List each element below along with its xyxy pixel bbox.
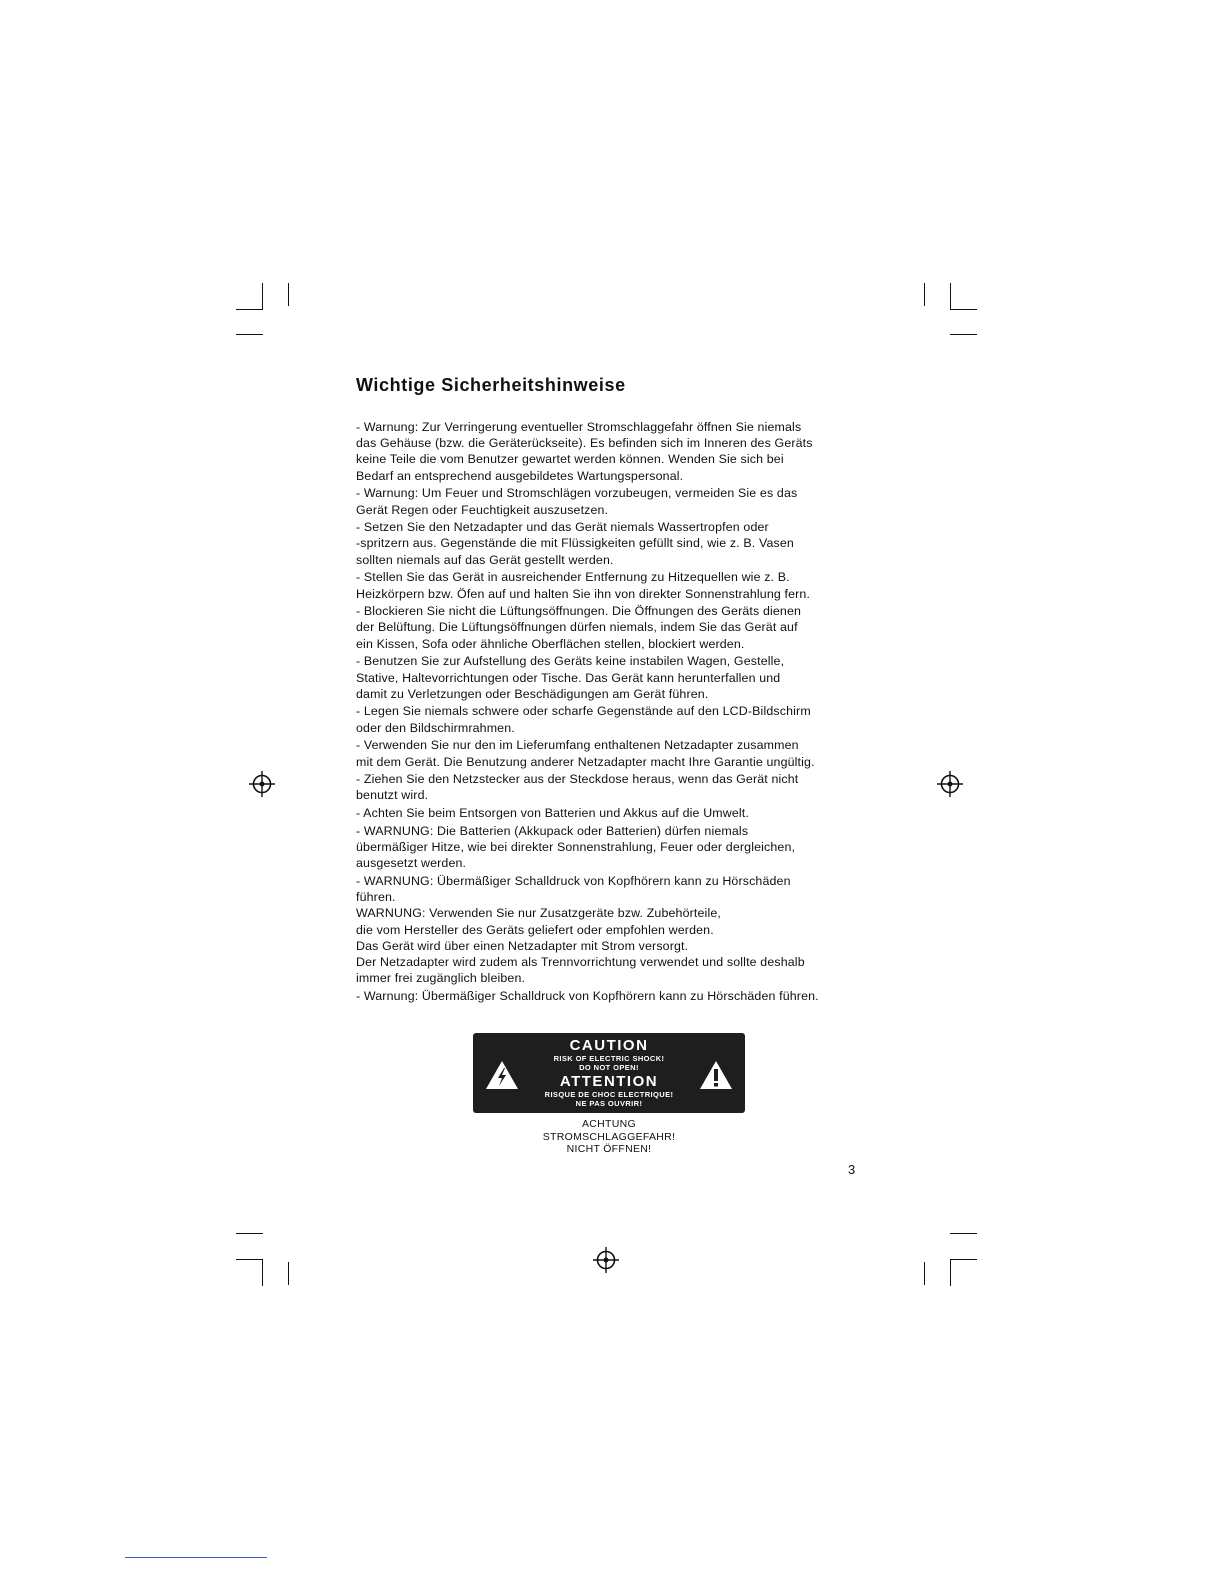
- text-line: oder den Bildschirmrahmen.: [356, 720, 515, 735]
- safety-paragraph: [356, 485, 886, 517]
- crop-mark-top-right-horizontal: [950, 309, 977, 310]
- safety-instructions: [356, 419, 886, 1006]
- text-line: keine Teile die vom Benutzer gewartet werden können. Wenden Sie sich bei: [356, 452, 784, 467]
- text-line: ein Kissen, Sofa oder ähnliche Oberflächen stellen, blockiert werden.: [356, 636, 745, 651]
- crop-mark-top-right-bleed: [924, 283, 925, 306]
- safety-paragraph: [356, 771, 886, 803]
- crop-mark-bottom-right-bleed: [924, 1262, 925, 1285]
- text-line: das Gehäuse (bzw. die Geräterückseite). Es befinden sich im Inneren des Geräts: [356, 436, 813, 451]
- text-line: Bedarf an entsprechend ausgebildetes Wartungspersonal.: [356, 468, 684, 483]
- crop-mark-bottom-left-bleed-h: [236, 1233, 263, 1234]
- crop-mark-top-left-horizontal: [236, 309, 263, 310]
- text-line: Heizkörpern bzw. Öfen auf und halten Sie ihn von direkter Sonnenstrahlung fern.: [356, 586, 811, 601]
- text-line: übermäßiger Hitze, wie bei direkter Sonnenstrahlung, Feuer oder dergleichen,: [356, 840, 796, 855]
- safety-paragraph: [356, 873, 886, 986]
- lightning-warning-icon: [485, 1060, 519, 1090]
- safety-paragraph: [356, 737, 886, 769]
- crop-mark-top-right-bleed-h: [950, 334, 977, 335]
- text-line: - Legen Sie niemals schwere oder scharfe Gegenstände auf den LCD-Bildschirm: [356, 704, 811, 719]
- text-line: ausgesetzt werden.: [356, 856, 467, 871]
- exclamation-warning-icon: [699, 1060, 733, 1090]
- text-line: - Warnung: Um Feuer und Stromschlägen vorzubeugen, vermeiden Sie es das: [356, 486, 798, 501]
- text-line: - Blockieren Sie nicht die Lüftungsöffnungen. Die Öffnungen des Geräts dienen: [356, 604, 802, 619]
- footer-rule: [125, 1557, 267, 1558]
- safety-paragraph: [356, 603, 886, 652]
- safety-paragraph: [356, 703, 886, 735]
- text-line: Gerät Regen oder Feuchtigkeit auszusetzen.: [356, 502, 609, 517]
- achtung-line: STROMSCHLAGGEFAHR!: [542, 1130, 676, 1143]
- registration-mark-right-icon: [936, 770, 964, 798]
- crop-mark-top-left-bleed: [288, 283, 289, 306]
- crop-mark-top-left-vertical: [262, 283, 263, 310]
- crop-mark-bottom-left-horizontal: [236, 1259, 263, 1260]
- text-line: - Ziehen Sie den Netzstecker aus der Steckdose heraus, wenn das Gerät nicht: [356, 772, 799, 787]
- safety-paragraph: [356, 988, 886, 1004]
- text-line: Der Netzadapter wird zudem als Trennvorrichtung verwendet und sollte deshalb: [356, 955, 805, 969]
- attention-heading: ATTENTION: [559, 1073, 659, 1090]
- crop-mark-bottom-right-horizontal: [950, 1259, 977, 1260]
- text-line: immer frei zugänglich bleiben.: [356, 971, 526, 986]
- crop-mark-bottom-right-bleed-h: [950, 1233, 977, 1234]
- attention-subtext-line: NE PAS OUVRIR!: [575, 1099, 643, 1108]
- text-line: die vom Hersteller des Geräts geliefert oder empfohlen werden.: [356, 922, 714, 937]
- safety-paragraph: [356, 519, 886, 568]
- registration-mark-bottom-icon: [592, 1246, 620, 1274]
- text-line: - Benutzen Sie zur Aufstellung des Geräts keine instabilen Wagen, Gestelle,: [356, 654, 785, 669]
- text-line: führen.: [356, 890, 396, 905]
- achtung-caption: [473, 1118, 745, 1156]
- crop-mark-top-right-vertical: [950, 283, 951, 310]
- page-title: Wichtige Sicherheitshinweise: [356, 375, 626, 395]
- text-line: - Setzen Sie den Netzadapter und das Gerät niemals Wassertropfen oder: [356, 520, 769, 535]
- crop-mark-top-left-bleed-h: [236, 334, 263, 335]
- achtung-line: NICHT ÖFFNEN!: [566, 1143, 652, 1155]
- text-line: - Warnung: Zur Verringerung eventueller Stromschlaggefahr öffnen Sie niemals: [356, 420, 802, 434]
- page-number: 3: [848, 1162, 856, 1177]
- text-line: sollten niemals auf das Gerät gestellt werden.: [356, 552, 614, 567]
- achtung-line: ACHTUNG: [581, 1118, 636, 1130]
- caution-subtext-line: RISK OF ELECTRIC SHOCK!: [553, 1054, 665, 1063]
- text-line: - Stellen Sie das Gerät in ausreichender Entfernung zu Hitzequellen wie z. B.: [356, 570, 790, 585]
- text-line: Stative, Haltevorrichtungen oder Tische. Das Gerät kann herunterfallen und: [356, 670, 781, 685]
- safety-paragraph: [356, 823, 886, 872]
- caution-heading: CAUTION: [569, 1037, 649, 1054]
- registration-mark-left-icon: [248, 770, 276, 798]
- crop-mark-bottom-left-bleed: [288, 1262, 289, 1285]
- text-line: - WARNUNG: Übermäßiger Schalldruck von Kopfhörern kann zu Hörschäden: [356, 873, 791, 888]
- text-line: - WARNUNG: Die Batterien (Akkupack oder Batterien) dürfen niemals: [356, 823, 749, 838]
- text-line: - Achten Sie beim Entsorgen von Batterien und Akkus auf die Umwelt.: [356, 806, 749, 821]
- text-line: der Belüftung. Die Lüftungsöffnungen dürfen niemals, indem Sie das Gerät auf: [356, 620, 798, 635]
- text-line: damit zu Verletzungen oder Beschädigungen am Gerät führen.: [356, 686, 709, 701]
- safety-paragraph: [356, 419, 886, 484]
- text-line: WARNUNG: Verwenden Sie nur Zusatzgeräte bzw. Zubehörteile,: [356, 906, 721, 921]
- text-line: benutzt wird.: [356, 788, 429, 803]
- text-line: Das Gerät wird über einen Netzadapter mit Strom versorgt.: [356, 938, 689, 953]
- safety-paragraph: [356, 805, 886, 821]
- caution-label: [473, 1033, 745, 1113]
- text-line: - Warnung: Übermäßiger Schalldruck von Kopfhörern kann zu Hörschäden führen.: [356, 988, 819, 1003]
- text-line: mit dem Gerät. Die Benutzung anderer Netzadapter macht Ihre Garantie ungültig.: [356, 754, 815, 769]
- safety-paragraph: [356, 569, 886, 601]
- text-line: -spritzern aus. Gegenstände die mit Flüssigkeiten gefüllt sind, wie z. B. Vasen: [356, 536, 794, 551]
- crop-mark-bottom-left-vertical: [262, 1259, 263, 1286]
- caution-subtext-line: DO NOT OPEN!: [579, 1063, 639, 1072]
- attention-subtext: [473, 1090, 745, 1108]
- safety-paragraph: [356, 653, 886, 702]
- text-line: - Verwenden Sie nur den im Lieferumfang enthaltenen Netzadapter zusammen: [356, 738, 799, 753]
- crop-mark-bottom-right-vertical: [950, 1259, 951, 1286]
- attention-subtext-line: RISQUE DE CHOC ELECTRIQUE!: [544, 1090, 674, 1099]
